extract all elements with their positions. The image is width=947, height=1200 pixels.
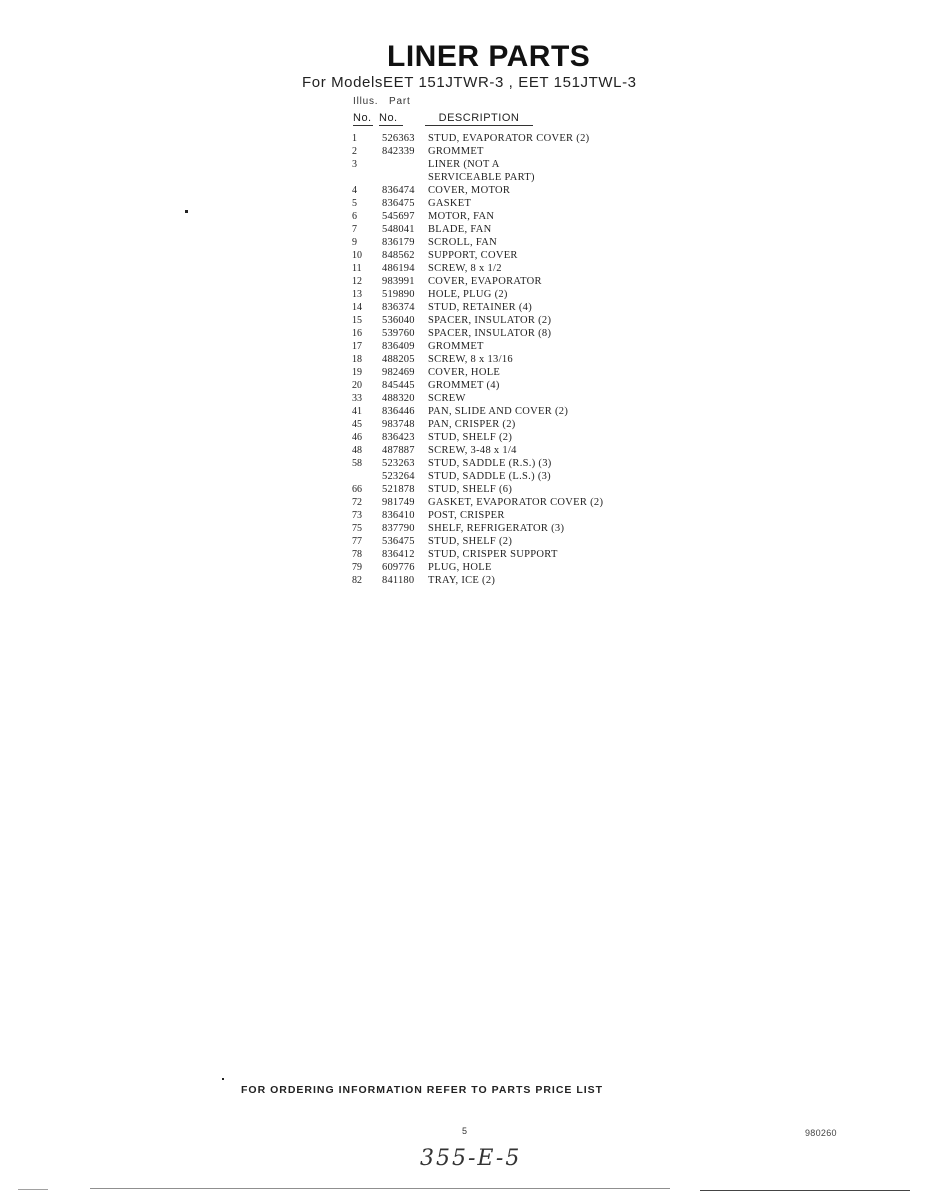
part-description: PAN, SLIDE AND COVER (2) [428, 406, 569, 417]
part-description: SCREW, 8 x 13/16 [428, 354, 513, 365]
part-number: 609776 [382, 562, 415, 573]
illus-number: 3 [352, 159, 357, 170]
part-description: HOLE, PLUG (2) [428, 289, 508, 300]
part-description: SUPPORT, COVER [428, 250, 518, 261]
table-row [352, 483, 603, 496]
illus-number: 16 [352, 328, 362, 339]
illus-number: 82 [352, 575, 362, 586]
table-row [352, 132, 603, 145]
parts-table-body [352, 132, 603, 587]
part-number: 841180 [382, 575, 415, 586]
illus-number: 79 [352, 562, 362, 573]
illus-number: 9 [352, 237, 357, 248]
part-number: 526363 [382, 133, 415, 144]
table-row [352, 379, 603, 392]
part-description: STUD, SHELF (6) [428, 484, 513, 495]
part-description: STUD, EVAPORATOR COVER (2) [428, 133, 590, 144]
part-number: 837790 [382, 523, 415, 534]
table-header-top [353, 96, 411, 107]
part-number: 836474 [382, 185, 415, 196]
part-number [382, 158, 428, 171]
table-row [352, 366, 603, 379]
part-description: STUD, RETAINER (4) [428, 302, 533, 313]
table-row [352, 314, 603, 327]
part-number [382, 171, 428, 184]
table-row [352, 470, 603, 483]
part-number: 836475 [382, 198, 415, 209]
illus-number: 17 [352, 341, 362, 352]
part-description: COVER, HOLE [428, 367, 501, 378]
part-description: GROMMET [428, 341, 484, 352]
illus-number: 19 [352, 367, 362, 378]
part-number: 486194 [382, 263, 415, 274]
part-description: GASKET [428, 198, 472, 209]
table-row [352, 288, 603, 301]
illus-number: 1 [352, 133, 357, 144]
illus-number: 41 [352, 406, 362, 417]
table-row [352, 223, 603, 236]
part-number: 981749 [382, 497, 415, 508]
part-number: 539760 [382, 328, 415, 339]
illus-number: 48 [352, 445, 362, 456]
part-description: LINER (NOT A [428, 159, 500, 170]
table-row [352, 171, 603, 184]
part-number: 523264 [382, 471, 415, 482]
illus-number: 46 [352, 432, 362, 443]
part-description: STUD, SADDLE (L.S.) (3) [428, 471, 551, 482]
document-code: 980260 [805, 1128, 837, 1138]
part-description: PLUG, HOLE [428, 562, 492, 573]
table-row [352, 262, 603, 275]
table-row [352, 197, 603, 210]
page-number: 5 [462, 1126, 468, 1136]
part-number: 845445 [382, 380, 415, 391]
part-number: 836412 [382, 549, 415, 560]
illus-number: 75 [352, 523, 362, 534]
part-number: 487887 [382, 445, 415, 456]
part-description: STUD, CRISPER SUPPORT [428, 549, 558, 560]
part-number: 836409 [382, 341, 415, 352]
part-description: GASKET, EVAPORATOR COVER (2) [428, 497, 604, 508]
scan-edge-line [90, 1188, 670, 1189]
table-row [352, 392, 603, 405]
part-number: 836446 [382, 406, 415, 417]
illus-number: 4 [352, 185, 357, 196]
table-row [352, 301, 603, 314]
illus-number: 33 [352, 393, 362, 404]
part-description: SCROLL, FAN [428, 237, 498, 248]
model-subtitle: For ModelsEET 151JTWR-3 , EET 151JTWL-3 [302, 74, 637, 91]
ordering-info-note: FOR ORDERING INFORMATION REFER TO PARTS PRICE LIST [241, 1084, 604, 1096]
table-row [352, 522, 603, 535]
part-number: 836410 [382, 510, 415, 521]
part-description: GROMMET [428, 146, 484, 157]
table-row [352, 548, 603, 561]
part-description: SERVICEABLE PART) [428, 172, 535, 183]
table-row [352, 535, 603, 548]
illus-number: 13 [352, 289, 362, 300]
table-row [352, 418, 603, 431]
illus-number [352, 171, 382, 184]
part-number: 523263 [382, 458, 415, 469]
part-description: SCREW, 8 x 1/2 [428, 263, 502, 274]
part-description: COVER, EVAPORATOR [428, 276, 542, 287]
table-row [352, 509, 603, 522]
part-description: PAN, CRISPER (2) [428, 419, 516, 430]
illus-number: 10 [352, 250, 362, 261]
part-number: 842339 [382, 146, 415, 157]
table-row [352, 249, 603, 262]
part-number: 983991 [382, 276, 415, 287]
part-number: 519890 [382, 289, 415, 300]
part-description: POST, CRISPER [428, 510, 505, 521]
illus-number: 58 [352, 458, 362, 469]
table-row [352, 184, 603, 197]
table-row [352, 340, 603, 353]
illus-no-header: No. [353, 112, 372, 124]
part-description: MOTOR, FAN [428, 211, 495, 222]
part-number: 488320 [382, 393, 415, 404]
illus-number: 73 [352, 510, 362, 521]
description-header: DESCRIPTION [425, 112, 533, 126]
part-header-label: Part [389, 96, 411, 107]
part-description: SCREW, 3-48 x 1/4 [428, 445, 517, 456]
illus-number: 18 [352, 354, 362, 365]
illus-number: 12 [352, 276, 362, 287]
table-row [352, 327, 603, 340]
part-number: 536040 [382, 315, 415, 326]
table-row [352, 145, 603, 158]
part-number: 836374 [382, 302, 415, 313]
part-number: 983748 [382, 419, 415, 430]
illus-number: 78 [352, 549, 362, 560]
illus-header-label: Illus. [353, 96, 379, 107]
table-row [352, 444, 603, 457]
parts-table [352, 132, 603, 587]
part-description: STUD, SHELF (2) [428, 536, 513, 547]
scan-edge-line [18, 1189, 48, 1190]
handwritten-note: 355-E-5 [420, 1146, 522, 1171]
table-row [352, 236, 603, 249]
illus-number: 14 [352, 302, 362, 313]
part-description: SCREW [428, 393, 466, 404]
part-description: BLADE, FAN [428, 224, 492, 235]
scan-speck [222, 1078, 224, 1080]
illus-number: 20 [352, 380, 362, 391]
part-number: 521878 [382, 484, 415, 495]
part-number: 545697 [382, 211, 415, 222]
part-no-header: No. [379, 112, 403, 126]
table-header-bottom [353, 112, 543, 128]
part-number: 836423 [382, 432, 415, 443]
illus-number: 72 [352, 497, 362, 508]
table-row [352, 210, 603, 223]
illus-number: 11 [352, 263, 362, 274]
illus-number: 45 [352, 419, 362, 430]
illus-number: 66 [352, 484, 362, 495]
table-row [352, 353, 603, 366]
part-description: SPACER, INSULATOR (2) [428, 315, 552, 326]
page-title: LINER PARTS [387, 40, 591, 73]
part-number: 488205 [382, 354, 415, 365]
table-row [352, 496, 603, 509]
part-number: 536475 [382, 536, 415, 547]
illus-number: 15 [352, 315, 362, 326]
part-number: 848562 [382, 250, 415, 261]
table-row [352, 158, 603, 171]
illus-number [352, 470, 382, 483]
part-number: 548041 [382, 224, 415, 235]
illus-number: 7 [352, 224, 357, 235]
illus-number: 5 [352, 198, 357, 209]
table-row [352, 561, 603, 574]
scan-speck [185, 210, 188, 213]
part-number: 836179 [382, 237, 415, 248]
part-description: STUD, SADDLE (R.S.) (3) [428, 458, 552, 469]
scan-edge-line [700, 1190, 910, 1191]
table-row [352, 431, 603, 444]
illus-number: 6 [352, 211, 357, 222]
illus-number: 77 [352, 536, 362, 547]
table-row [352, 275, 603, 288]
part-description: STUD, SHELF (2) [428, 432, 513, 443]
part-description: SHELF, REFRIGERATOR (3) [428, 523, 565, 534]
part-description: SPACER, INSULATOR (8) [428, 328, 552, 339]
part-description: GROMMET (4) [428, 380, 500, 391]
table-row [352, 574, 603, 587]
table-row [352, 457, 603, 470]
part-description: TRAY, ICE (2) [428, 575, 496, 586]
part-description: COVER, MOTOR [428, 185, 511, 196]
illus-number: 2 [352, 146, 357, 157]
part-number: 982469 [382, 367, 415, 378]
table-row [352, 405, 603, 418]
